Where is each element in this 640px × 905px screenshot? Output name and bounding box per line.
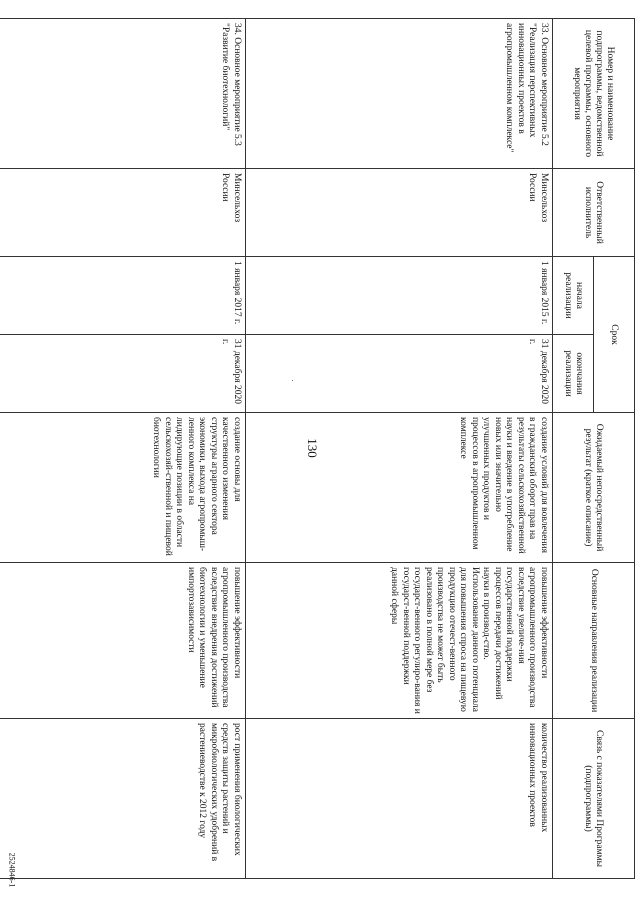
table-row xyxy=(0,19,246,879)
row-name: Основное мероприятие 5.2 "Реализация перспективных инновационных проектов в агропромышленном комплексе" xyxy=(504,23,549,153)
row-start: 1 января 2017 г. xyxy=(0,257,246,335)
row-executor: Минсельхоз России xyxy=(246,169,553,257)
row-executor: Минсельхоз России xyxy=(0,169,246,257)
header-term: Срок xyxy=(594,257,635,413)
program-table xyxy=(0,18,635,879)
row-end: 31 декабря 2020 г. xyxy=(0,335,246,413)
table-row xyxy=(246,19,553,879)
row-number-name xyxy=(0,19,246,169)
row-result: создание основы для качественного изменения структуры аграрного сектора экономики, выхода агропромыш-ленного комплекса на лидирующие позиции в области сельскохозяй-ственной и пищевой биотехнологии xyxy=(0,413,246,563)
header-row-1 xyxy=(594,19,635,879)
header-directions: Основные направления реализации xyxy=(553,563,635,719)
rotated-table-area xyxy=(55,18,635,878)
header-num-name: Номер и наименование подпрограммы, ведомственной целевой программы, основного мероприятия xyxy=(553,19,635,169)
page-number: 130 xyxy=(305,438,320,458)
row-end: 31 декабря 2020 г. xyxy=(246,335,553,413)
row-directions: повышение эффективности агропромышленного производства вследствие увеличе-ния государственной поддержки процессов передачи достижений науки в производ-ство. Использование данного потенциала для повышения спроса на пищевую продукцию отечест-венного производства не может быть реализовано в полной мере без государст-венного регулиро-вания и государст-венной поддержки данной сферы xyxy=(246,563,553,719)
row-directions: повышение эффективности агропромышленного производства вследствие внедрения достижений биотехнологии и уменьшение импортозависимости xyxy=(0,563,246,719)
row-link: рост применения биологических средств защиты растений и микробиологических удобрений в растениеводстве к 2012 году xyxy=(0,719,246,879)
row-start: 1 января 2015 г. xyxy=(246,257,553,335)
header-result: Ожидаемый непосредственный результат (краткое описание) xyxy=(553,413,635,563)
document-code: 2524846-1 xyxy=(7,852,17,888)
row-number: 33. xyxy=(539,23,549,35)
row-name: Основное мероприятие 5.3 "Развитие биотехнологий" xyxy=(220,23,242,146)
row-result: создание условий для вовлечения в гражданский оборот прав на результаты сельскохозяйственной науки и введение в употребление новых или значительно улучшенных продуктов и процессов в агропромышленном комплексе xyxy=(246,413,553,563)
row-number-name xyxy=(246,19,553,169)
table-wrapper xyxy=(55,18,635,878)
header-term-start: начала реализации xyxy=(553,257,594,335)
header-executor: Ответственный исполнитель xyxy=(553,169,635,257)
header-term-end: окончания реализации xyxy=(553,335,594,413)
header-link: Связь с показателями Программы (подпрограммы) xyxy=(553,719,635,879)
row-number: 34. xyxy=(232,23,242,35)
row-link: количество реализованных инновационных проектов xyxy=(246,719,553,879)
